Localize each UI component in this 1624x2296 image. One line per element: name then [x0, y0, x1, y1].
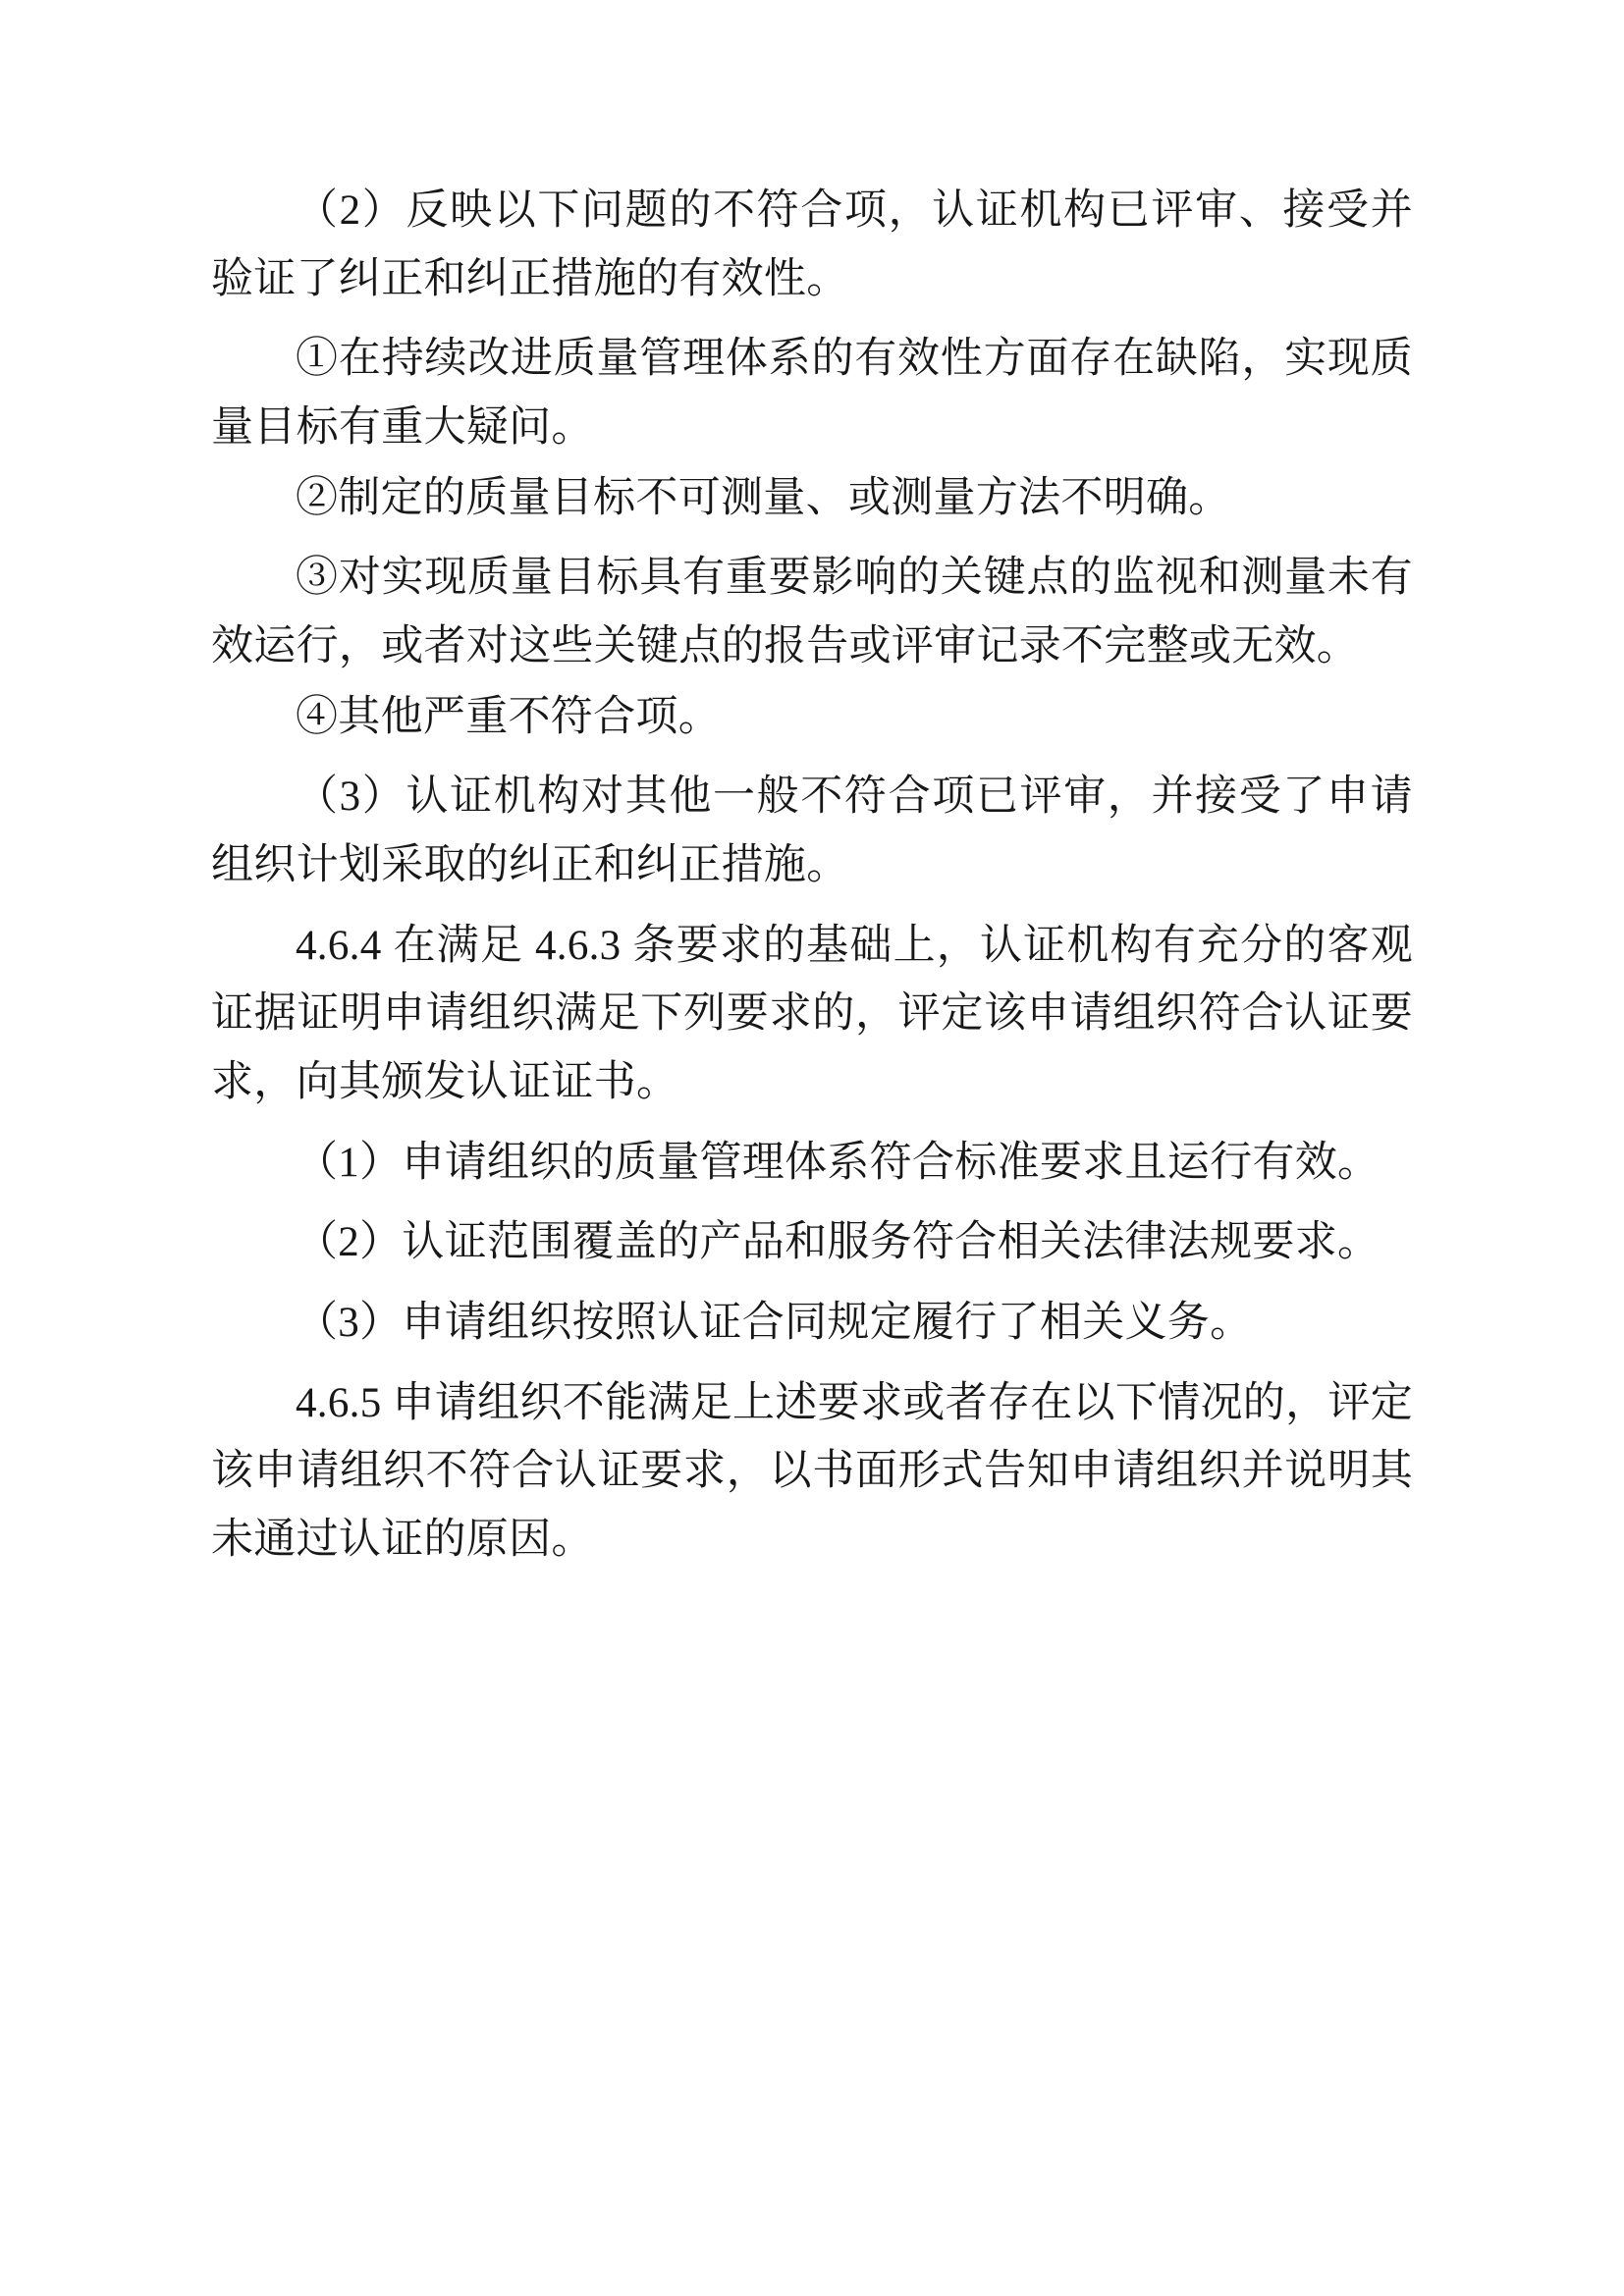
paragraph-clause-4-6-4: 4.6.4 在满足 4.6.3 条要求的基础上，认证机构有充分的客观证据证明申请组织满足下列要求的，评定该申请组织符合认证要求，向其颁发认证证书。	[211, 922, 1413, 1105]
paragraph-clause-3-heading: （3）认证机构对其他一般不符合项已评审，并接受了申请组织计划采取的纠正和纠正措施。	[211, 774, 1413, 888]
paragraph-clause-4-6-5: 4.6.5 申请组织不能满足上述要求或者存在以下情况的，评定该申请组织不符合认证要求，以书面形式告知申请组织并说明其未通过认证的原因。	[211, 1379, 1413, 1563]
paragraph-clause-2-heading: （2）反映以下问题的不符合项，认证机构已评审、接受并验证了纠正和纠正措施的有效性。	[211, 187, 1413, 302]
paragraph-4-6-4-item-2: （2）认证范围覆盖的产品和服务符合相关法律法规要求。	[296, 1219, 1380, 1266]
paragraph-4-6-4-item-3: （3）申请组织按照认证合同规定履行了相关义务。	[296, 1299, 1253, 1346]
paragraph-4-6-4-item-1: （1）申请组织的质量管理体系符合标准要求且运行有效。	[296, 1139, 1380, 1186]
paragraph-item-2: ②制定的质量目标不可测量、或测量方法不明确。	[296, 474, 1231, 521]
paragraph-item-3: ③对实现质量目标具有重要影响的关键点的监视和测量未有效运行，或者对这些关键点的报告或评审记录不完整或无效。	[211, 555, 1413, 669]
document-body	[211, 177, 1413, 1574]
paragraph-item-1: ①在持续改进质量管理体系的有效性方面存在缺陷，实现质量目标有重大疑问。	[211, 336, 1413, 451]
paragraph-item-4: ④其他严重不符合项。	[296, 693, 721, 740]
